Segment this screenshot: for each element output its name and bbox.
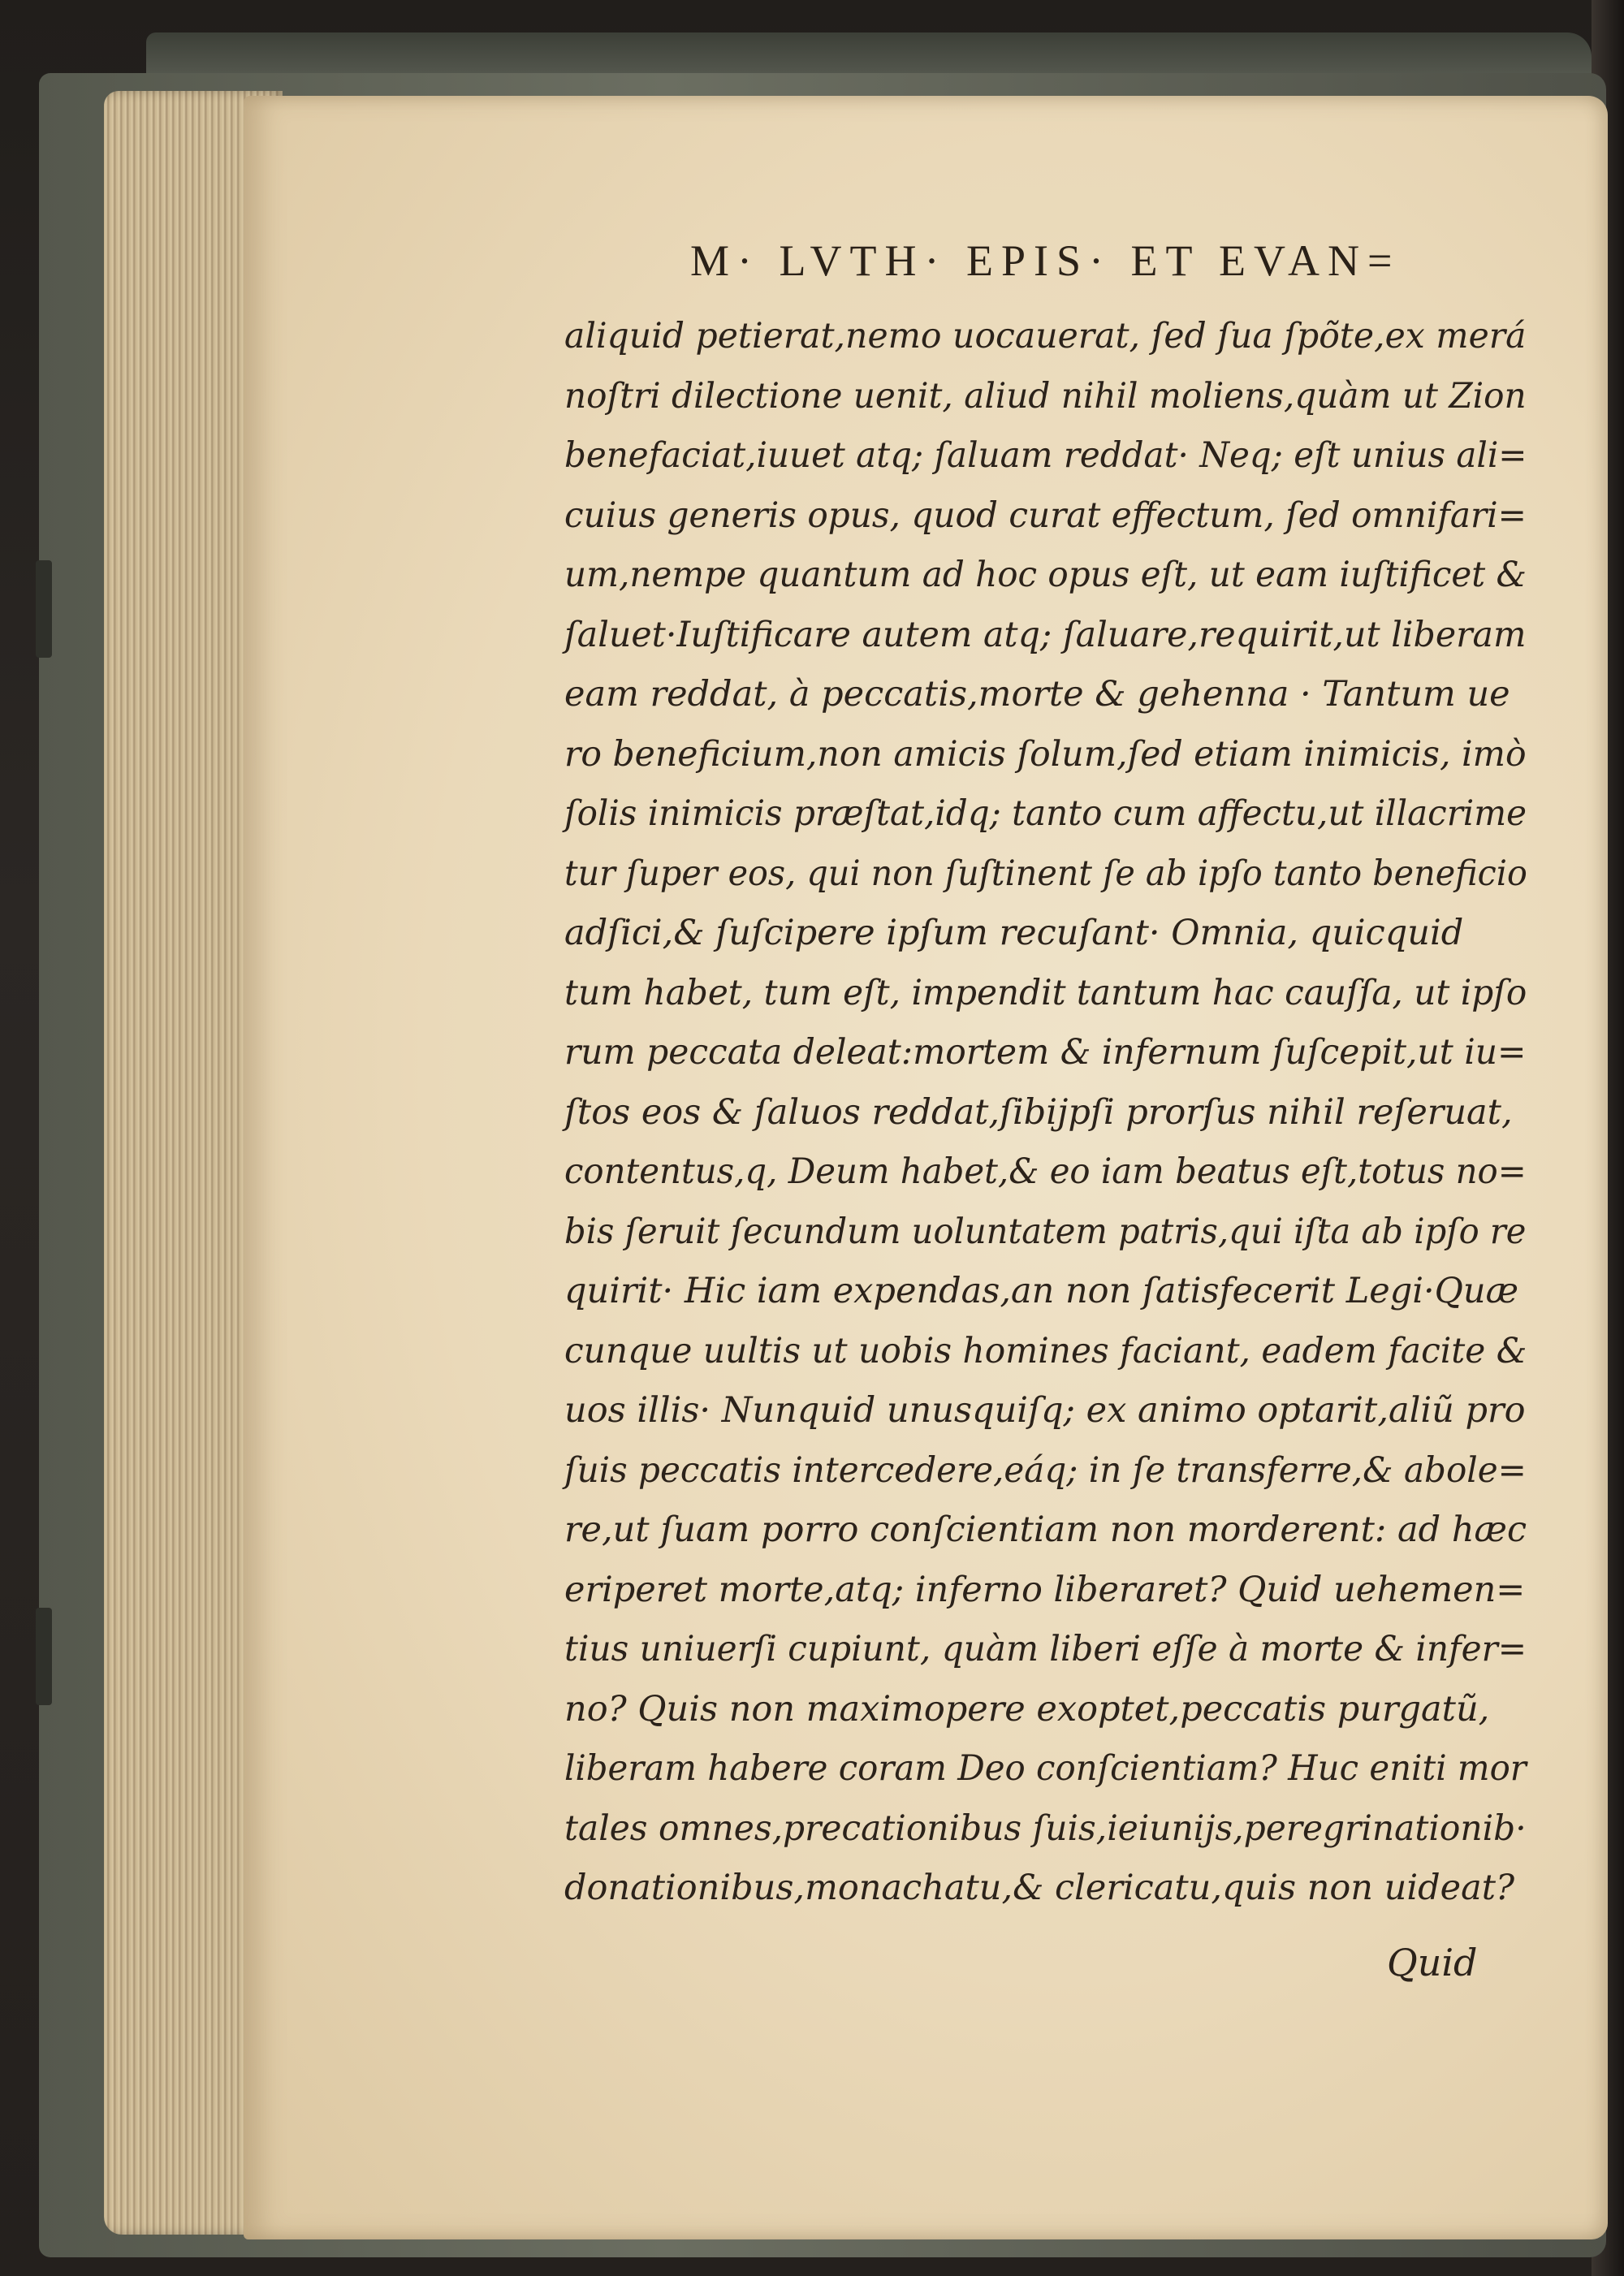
text-line: donationibus,monachatu,& clericatu,quis non uideat?: [564, 1868, 1515, 1908]
text-line: cunque uultis ut uobis homines faciant, eadem facite &: [564, 1330, 1527, 1371]
text-line: ſolis inimicis præſtat,idq; tanto cum affectu,ut illacrime: [564, 793, 1527, 834]
text-line: rum peccata deleat:mortem & infernum ſuſcepit,ut iu=: [564, 1032, 1527, 1073]
text-line: uos illis· Nunquid unusquiſq; ex animo optarit,aliũ pro: [564, 1390, 1526, 1431]
text-line: contentus,q, Deum habet,& eo iam beatus eſt,totus no=: [564, 1151, 1527, 1192]
running-head: M· LVTH· EPIS· ET EVAN=: [690, 236, 1401, 285]
text-line: tur ſuper eos, qui non ſuſtinent ſe ab ipſo tanto beneficio: [564, 853, 1527, 894]
text-line: eriperet morte,atq; inferno liberaret? Quid uehemen=: [564, 1569, 1526, 1610]
text-line: cuius generis opus, quod curat effectum, ſed omnifari=: [564, 495, 1527, 536]
text-line: bis ſeruit ſecundum uoluntatem patris,qui iſta ab ipſo re: [564, 1211, 1527, 1252]
text-line: aliquid petierat,nemo uocauerat, ſed ſua ſpõte,ex merá: [564, 316, 1527, 356]
text-block: [564, 307, 1527, 1919]
text-line: um,nempe quantum ad hoc opus eſt, ut eam iuſtificet &: [564, 555, 1527, 595]
text-line: ſaluet·Iuſtificare autem atq; ſaluare,requirit,ut liberam: [564, 614, 1527, 655]
text-line: tum habet, tum eſt, impendit tantum hac cauſſa, ut ipſo: [564, 972, 1527, 1013]
text-line: benefaciat,iuuet atq; ſaluam reddat· Neq; eſt unius ali=: [564, 435, 1527, 476]
text-line: ſuis peccatis intercedere,eáq; in ſe transferre,& abole=: [564, 1449, 1527, 1491]
text-line: ſtos eos & ſaluos reddat,ſibijpſi prorſus nihil reſeruat,: [564, 1091, 1513, 1133]
clasp-lower: [36, 1608, 52, 1705]
text-line: eam reddat, à peccatis,morte & gehenna · Tantum ue: [564, 674, 1510, 715]
text-line: tius uniuerſi cupiunt, quàm liberi eſſe à morte & infer=: [564, 1629, 1527, 1669]
text-line: adſici,& ſuſcipere ipſum recuſant· Omnia, quicquid: [564, 913, 1464, 953]
text-line: no? Quis non maximopere exoptet,peccatis purgatũ,: [564, 1688, 1490, 1730]
catchword: Quid: [1387, 1941, 1478, 1984]
text-line: ro beneficium,non amicis ſolum,ſed etiam inimicis, imò: [564, 733, 1527, 775]
text-line: tales omnes,precationibus ſuis,ieiunijs,peregrinationib·: [564, 1807, 1527, 1849]
clasp-upper: [36, 560, 52, 658]
text-line: quirit· Hic iam expendas,an non ſatisfecerit Legi·Quæ: [564, 1271, 1519, 1311]
text-line: liberam habere coram Deo conſcientiam? Huc eniti mor: [564, 1748, 1527, 1789]
text-line: re,ut ſuam porro conſcientiam non morderent: ad hæc: [564, 1509, 1527, 1550]
text-line: noſtri dilectione uenit, aliud nihil moliens,quàm ut Zion: [564, 375, 1527, 417]
